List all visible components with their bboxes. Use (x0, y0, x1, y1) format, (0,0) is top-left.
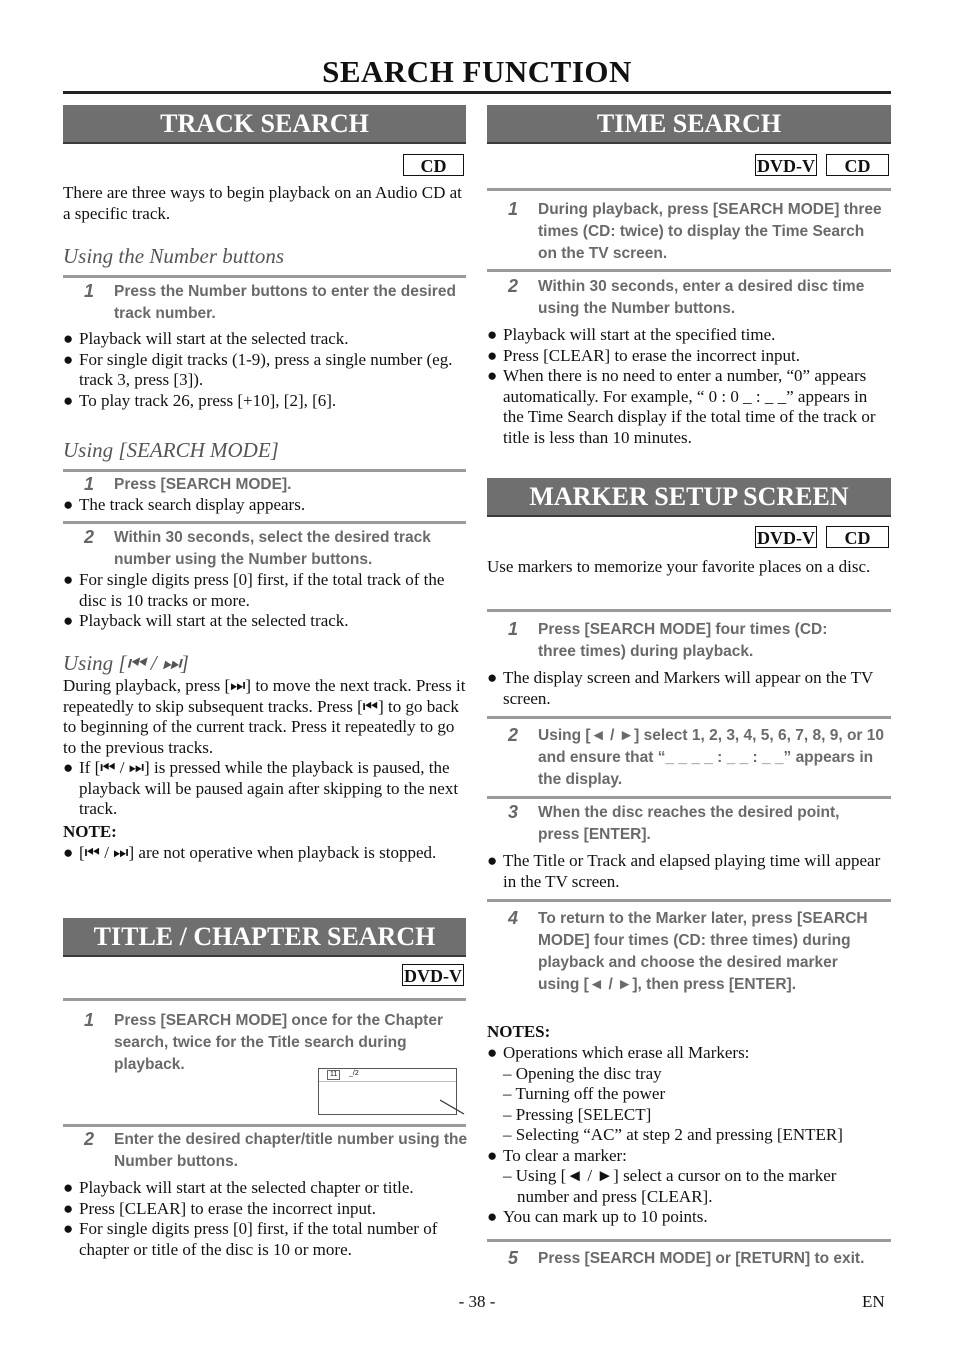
list-item: ● Playback will start at the selected chapter or title. (63, 1178, 414, 1197)
page-title: SEARCH FUNCTION (322, 54, 632, 89)
list-item: – Using [◄ / ►] select a cursor on to the marker number and press [CLEAR]. (503, 1166, 837, 1206)
step-text: During playback, press [SEARCH MODE] three times (CD: twice) to display the Time Search on the TV screen. (538, 201, 882, 262)
list-item: ● When there is no need to enter a number, “0” appears automatically. For example, “ 0 : 0 _ : _ _” appears in the Time Search display if the total time of the track or title is less than 10 minutes. (487, 366, 876, 447)
step-text: Press the Number buttons to enter the desired track number. (114, 283, 456, 322)
step-number: 1 (84, 1010, 95, 1030)
list-item: ● The Title or Track and elapsed playing time will appear in the TV screen. (487, 851, 881, 891)
track-intro: There are three ways to begin playback on an Audio CD at a specific track. (63, 183, 462, 223)
page-number: - 38 - (458, 1292, 496, 1311)
list-item: ● For single digits press [0] first, if the total track of the disc is 10 tracks or more. (63, 570, 445, 610)
bullet-list (63, 570, 466, 632)
title-rule (63, 91, 891, 94)
separator (63, 275, 466, 278)
dvd-v-badge: DVD-V (757, 528, 815, 548)
step-number: 1 (84, 474, 95, 494)
osd-corner (440, 1090, 466, 1116)
separator (63, 469, 466, 472)
separator (487, 269, 891, 272)
separator (487, 188, 891, 191)
list-item: ● Playback will start at the specified time. (487, 325, 776, 344)
list-item: ● Operations which erase all Markers: (487, 1043, 750, 1062)
bullet-list (487, 668, 889, 709)
bullet-list (487, 325, 889, 448)
step-text: Press [SEARCH MODE] or [RETURN] to exit. (538, 1250, 865, 1267)
step-text: Within 30 seconds, select the desired track number using the Number buttons. (114, 529, 431, 568)
osd-value: _/2 (349, 1070, 359, 1077)
cd-badge: CD (826, 526, 889, 548)
step-text: Press [SEARCH MODE] once for the Chapter search, twice for the Title search during playback. (114, 1012, 443, 1073)
step-number: 5 (508, 1248, 519, 1268)
step-number: 3 (508, 802, 519, 822)
dvd-v-badge: DVD-V (757, 156, 815, 176)
marker-intro: Use markers to memorize your favorite places on a disc. (487, 557, 871, 576)
list-item: ● If [⏮ / ⏭] is pressed while the playback is paused, the playback will be paused again after skipping to the next track. (63, 758, 459, 818)
bullet-list (63, 495, 466, 516)
sub-search-mode: Using [SEARCH MODE] (63, 438, 279, 462)
separator (487, 716, 891, 719)
separator (487, 899, 891, 902)
list-item: – Selecting “AC” at step 2 and pressing [ENTER] (503, 1125, 843, 1144)
marker-setup-heading: MARKER SETUP SCREEN (487, 478, 891, 517)
cd-badge: CD (403, 154, 464, 176)
list-item: ● Playback will start at the selected track. (63, 611, 349, 630)
title-chapter-heading: TITLE / CHAPTER SEARCH (63, 918, 466, 957)
separator (63, 521, 466, 524)
list-item: ● You can mark up to 10 points. (487, 1207, 708, 1226)
sub-number-buttons: Using the Number buttons (63, 244, 285, 268)
step-text: To return to the Marker later, press [SEARCH MODE] four times (CD: three times) during playback and choose the desired marker using [◄ / ►], then press [ENTER]. (538, 910, 868, 993)
list-item: ● Press [CLEAR] to erase the incorrect input. (63, 1198, 376, 1218)
list-item: ● [⏮ / ⏭] are not operative when playback is stopped. (63, 843, 437, 862)
step-text: When the disc reaches the desired point, press [ENTER]. (538, 804, 840, 843)
step-number: 2 (508, 276, 519, 296)
skip-paragraph: During playback, press [⏭] to move the next track. Press it repeatedly to skip subsequent tracks. Press [⏮] to go back to beginning of the current track. Press it repeatedly to go to the previous tracks. (63, 676, 466, 757)
step-number: 2 (84, 1129, 95, 1149)
bullet-list (63, 329, 466, 411)
bullet-list (487, 851, 889, 892)
osd-thumbnail (318, 1068, 457, 1115)
separator (487, 796, 891, 799)
step-number: 1 (508, 199, 519, 219)
notes-list (487, 1043, 889, 1228)
list-item: ● For single digit tracks (1-9), press a single number (eg. track 3, press [3]). (63, 349, 453, 389)
step-number: 2 (508, 725, 519, 745)
list-item: ● Press [CLEAR] to erase the incorrect input. (487, 345, 800, 365)
list-item: ● For single digits press [0] first, if the total number of chapter or title of the disc is 10 or more. (63, 1219, 438, 1259)
bullet-list (63, 1178, 468, 1260)
step-number: 1 (84, 281, 95, 301)
list-item: ● To clear a marker: (487, 1145, 627, 1165)
list-item: ● The display screen and Markers will appear on the TV screen. (487, 668, 873, 708)
language-code: EN (862, 1292, 885, 1311)
note-label: NOTE: (63, 822, 117, 841)
list-item: – Opening the disc tray (503, 1063, 662, 1083)
separator (63, 1124, 466, 1127)
bullet-list (63, 843, 466, 864)
cd-badge: CD (826, 154, 889, 176)
list-item: – Turning off the power (503, 1084, 666, 1103)
list-item: ● Playback will start at the selected track. (63, 329, 349, 348)
osd-chapter-box: 11 (327, 1070, 340, 1080)
step-text: Press [SEARCH MODE]. (114, 476, 292, 493)
dvd-v-badge: DVD-V (404, 966, 462, 986)
list-item: ● To play track 26, press [+10], [2], [6]. (63, 390, 337, 410)
step-number: 4 (508, 908, 519, 928)
step-number: 1 (508, 619, 519, 639)
notes-label: NOTES: (487, 1022, 551, 1041)
step-text: Enter the desired chapter/title number using the Number buttons. (114, 1131, 468, 1170)
list-item: – Pressing [SELECT] (503, 1104, 652, 1124)
list-item: ● The track search display appears. (63, 495, 306, 514)
time-search-heading: TIME SEARCH (487, 105, 891, 144)
bullet-list (63, 758, 466, 820)
step-text: Within 30 seconds, enter a desired disc time using the Number buttons. (538, 278, 865, 317)
track-search-heading: TRACK SEARCH (63, 105, 466, 144)
step-number: 2 (84, 527, 95, 547)
step-text: Using [◄ / ►] select 1, 2, 3, 4, 5, 6, 7, 8, 9, or 10 and ensure that “_ _ _ _ : _ _ : _ _” appears in the display. (538, 727, 884, 788)
separator (487, 1239, 891, 1242)
separator (63, 998, 466, 1001)
separator (487, 609, 891, 612)
sub-skip-buttons: Using [⏮ / ⏭] (63, 651, 189, 675)
step-text: Press [SEARCH MODE] four times (CD: three times) during playback. (538, 621, 828, 660)
